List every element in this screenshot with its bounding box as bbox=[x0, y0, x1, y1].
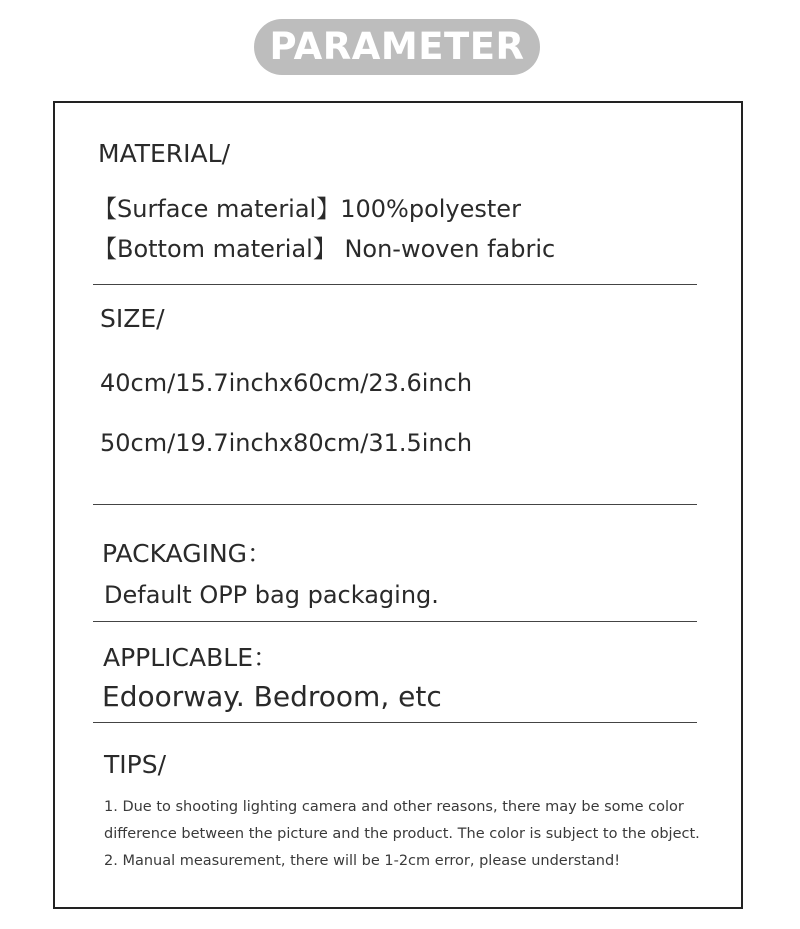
tip-line: 1. Due to shooting lighting camera and other reasons, there may be some color bbox=[104, 799, 684, 815]
divider bbox=[93, 621, 697, 622]
divider bbox=[93, 722, 697, 723]
tip-line: difference between the picture and the product. The color is subject to the object. bbox=[104, 826, 700, 842]
tip-line: 2. Manual measurement, there will be 1-2cm error, please understand! bbox=[104, 853, 621, 869]
divider bbox=[93, 504, 697, 505]
size-option: 50cm/19.7inchx80cm/31.5inch bbox=[100, 429, 473, 457]
bottom-material-line: 【Bottom material】 Non-woven fabric bbox=[93, 235, 556, 263]
size-option: 40cm/15.7inchx60cm/23.6inch bbox=[100, 369, 473, 397]
applicable-heading: APPLICABLE： bbox=[103, 643, 278, 672]
surface-material-line: 【Surface material】100%polyester bbox=[93, 195, 521, 223]
packaging-text: Default OPP bag packaging. bbox=[104, 581, 439, 609]
material-heading: MATERIAL/ bbox=[98, 139, 230, 168]
packaging-heading: PACKAGING： bbox=[102, 539, 273, 568]
size-heading: SIZE/ bbox=[100, 304, 165, 333]
applicable-text: Edoorway. Bedroom, etc bbox=[102, 680, 442, 713]
tips-heading: TIPS/ bbox=[104, 750, 167, 779]
divider bbox=[93, 284, 697, 285]
parameter-title-badge: PARAMETER bbox=[254, 19, 540, 75]
